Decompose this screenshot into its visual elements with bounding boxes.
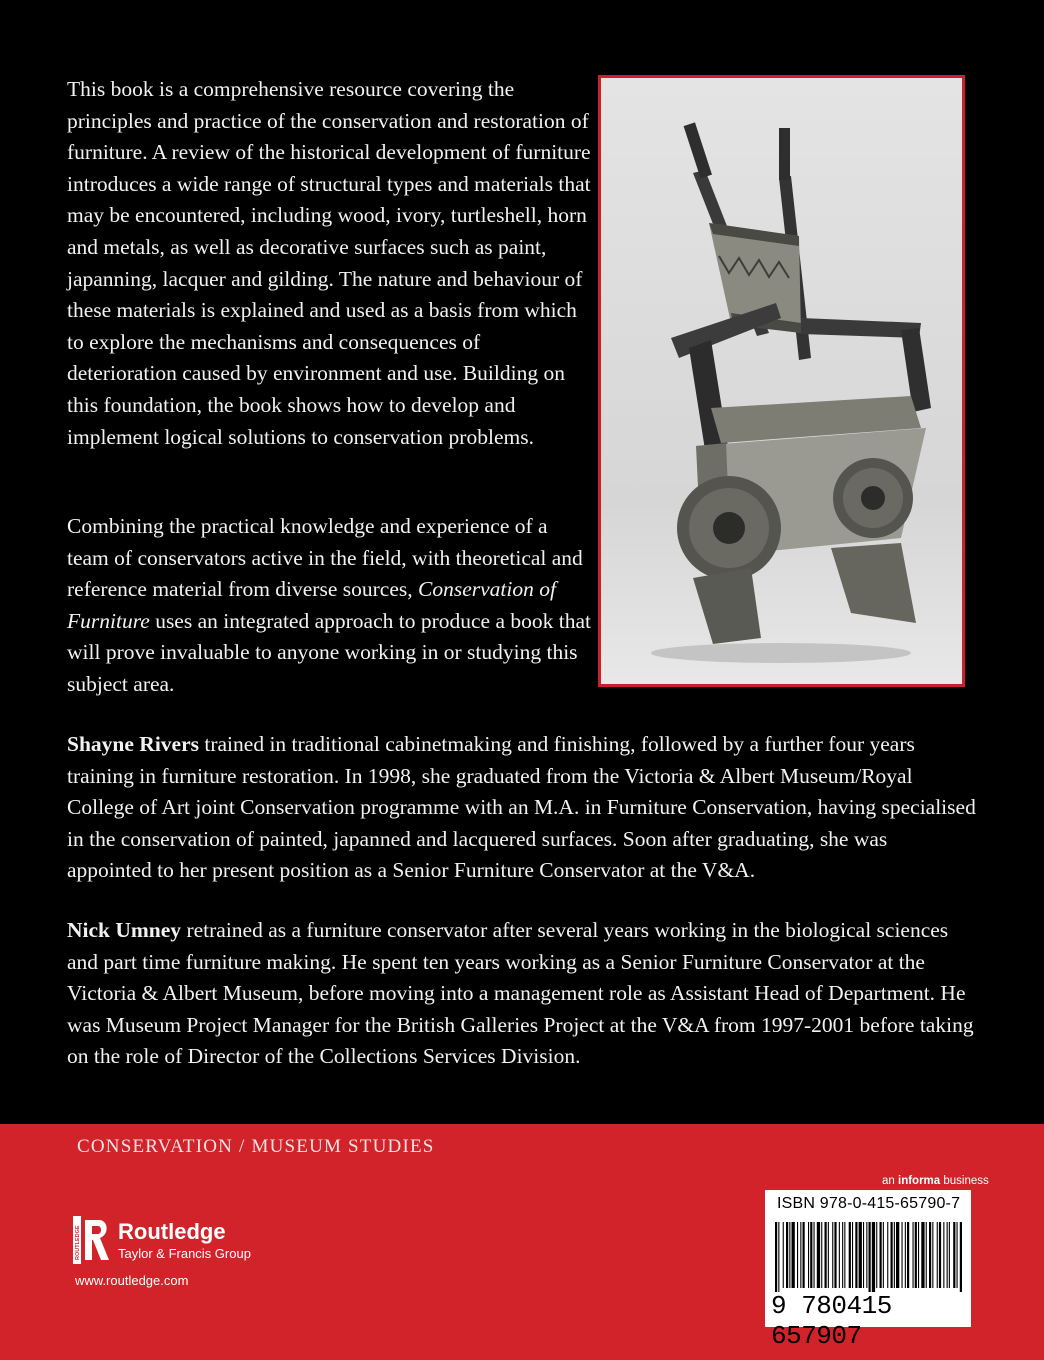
isbn-label: ISBN 978-0-415-65790-7 xyxy=(777,1195,961,1212)
barcode-bar xyxy=(814,1222,815,1288)
p2-text-before: Combining the practical knowledge and experience of a team of conservators active in the field, with theoretical and reference material from diverse sources, xyxy=(67,514,583,602)
barcode-bar xyxy=(960,1222,962,1292)
barcode-bar xyxy=(926,1222,927,1288)
author-name-umney: Nick Umney xyxy=(67,918,182,942)
barcode-bar xyxy=(953,1222,955,1288)
barcode-bar xyxy=(947,1222,948,1288)
barcode-bar xyxy=(905,1222,906,1288)
barcode-bar xyxy=(866,1222,867,1288)
informa-suffix: business xyxy=(940,1175,989,1187)
barcode-bar xyxy=(834,1222,836,1288)
barcode-bar xyxy=(797,1222,798,1288)
logo-side-text: ROUTLEDGE xyxy=(75,1225,81,1260)
barcode-bar xyxy=(939,1222,941,1288)
barcode-bar xyxy=(863,1222,864,1288)
barcode-bar xyxy=(943,1222,944,1288)
barcode-bar xyxy=(872,1222,875,1292)
barcode-bar xyxy=(918,1222,919,1288)
book-title-italic: Conservation of Furniture xyxy=(67,577,556,633)
chair-illustration xyxy=(601,78,962,684)
barcode-panel xyxy=(765,1190,971,1351)
barcode-bar xyxy=(859,1222,862,1288)
barcode-bar xyxy=(957,1222,958,1288)
p2-text-after: uses an integrated approach to produce a book that will prove invaluable to anyone working in or studying this subject area. xyxy=(67,608,592,696)
author-name-rivers: Shayne Rivers xyxy=(67,732,199,756)
publisher-name: Routledge xyxy=(118,1219,226,1244)
publisher-website[interactable]: www.routledge.com xyxy=(75,1273,189,1288)
barcode-bar xyxy=(817,1222,820,1288)
author-bio-rivers xyxy=(67,729,977,887)
barcode-bar xyxy=(880,1222,882,1288)
author-bio-umney xyxy=(67,915,977,1073)
informa-tagline xyxy=(882,1175,989,1187)
barcode-bar xyxy=(913,1222,914,1288)
barcode-bar xyxy=(783,1222,784,1288)
barcode-bar xyxy=(832,1222,833,1288)
barcode-bar xyxy=(915,1222,917,1288)
chair-photo xyxy=(598,75,965,687)
barcode-bar xyxy=(876,1222,877,1288)
barcode-bar xyxy=(800,1222,801,1288)
publisher-group: Taylor & Francis Group xyxy=(118,1246,251,1261)
barcode-bar xyxy=(821,1222,822,1288)
barcode-number: 9 780415 657907 xyxy=(771,1291,892,1351)
barcode-bar xyxy=(808,1222,809,1288)
barcode-bar xyxy=(789,1222,790,1288)
barcode-bar xyxy=(949,1222,950,1288)
barcode-bar xyxy=(842,1222,843,1288)
barcode-bar xyxy=(883,1222,884,1288)
barcode-bar xyxy=(844,1222,845,1288)
barcode-bar xyxy=(855,1222,857,1288)
barcode-bar xyxy=(929,1222,931,1288)
barcode-bar xyxy=(894,1222,895,1288)
routledge-logo-icon xyxy=(73,1216,113,1264)
informa-prefix: an xyxy=(882,1175,898,1187)
barcode-bar xyxy=(786,1222,788,1288)
barcode-bar xyxy=(803,1222,805,1288)
barcode-bars xyxy=(775,1222,965,1292)
barcode-bar xyxy=(839,1222,840,1288)
barcode-bar xyxy=(937,1222,938,1288)
subject-category: CONSERVATION / MUSEUM STUDIES xyxy=(77,1136,435,1157)
barcode-bar xyxy=(921,1222,924,1288)
author-text-rivers: trained in traditional cabinetmaking and finishing, followed by a further four years training in furniture restoration. In 1998, she graduated from the Victoria & Albert Museum/Royal College of Art joint Conservation programme with an M.A. in Furniture Conservation, having specialised in the conservation of painted, japanned and lacquered surfaces. Soon after graduating, she was appointed to her present position as a Senior Furniture Conservator at the V&A. xyxy=(67,732,976,883)
barcode-bar xyxy=(810,1222,812,1288)
barcode-bar xyxy=(828,1222,829,1288)
barcode-bar xyxy=(887,1222,888,1288)
barcode-bar xyxy=(869,1222,871,1292)
barcode-bar xyxy=(778,1222,779,1292)
barcode-bar xyxy=(891,1222,893,1288)
author-text-umney: retrained as a furniture conservator after several years working in the biological sciences and part time furniture making. He spent ten years working as a Senior Furniture Conservator at the Victoria & Albert Museum, before moving into a management role as Assistant Head of Department. He was Museum Project Manager for the British Galleries Project at the V&A from 1997-2001 before taking on the role of Director of the Collections Services Division. xyxy=(67,918,974,1069)
barcode-bar xyxy=(825,1222,827,1288)
barcode-bar xyxy=(852,1222,853,1288)
barcode-bar xyxy=(907,1222,909,1288)
informa-brand: informa xyxy=(898,1175,941,1187)
barcode-bar xyxy=(792,1222,795,1288)
barcode-bar xyxy=(849,1222,851,1288)
barcode-bar xyxy=(775,1222,777,1292)
barcode-bar xyxy=(902,1222,903,1288)
barcode-bar xyxy=(896,1222,899,1288)
barcode-bar xyxy=(932,1222,933,1288)
description-paragraph-2 xyxy=(67,511,592,701)
description-paragraph-1: This book is a comprehensive resource covering the principles and practice of the conservation and restoration of furniture. A review of the historical development of furniture introduces a wide range of structural types and materials that may be encountered, including wood, ivory, turtleshell, horn and metals, as well as decorative surfaces such as paint, japanning, lacquer and gilding. The nature and behaviour of these materials is explained and used as a basis from which to explore the mechanisms and consequences of deterioration caused by environment and use. Building on this foundation, the book shows how to develop and implement logical solutions to conservation problems. xyxy=(67,77,591,449)
